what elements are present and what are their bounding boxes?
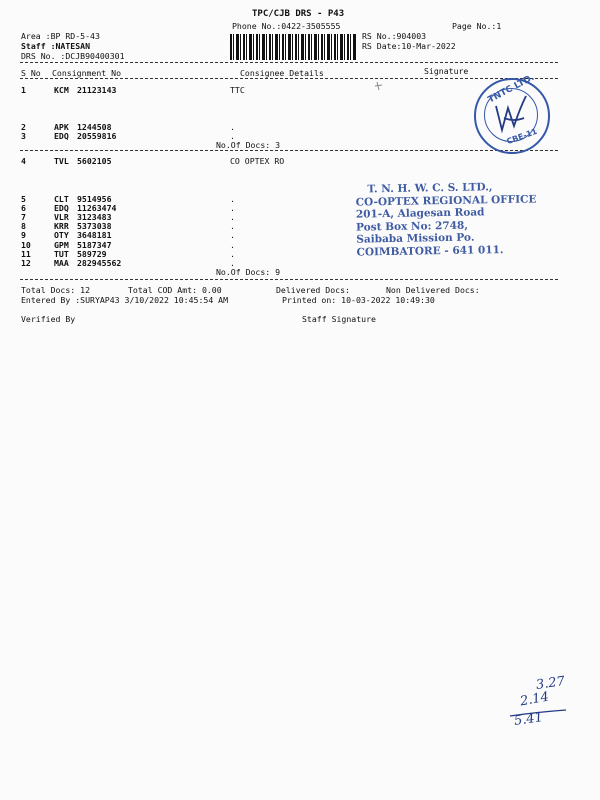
row-details: .	[230, 249, 235, 259]
row-code: EDQ	[54, 203, 69, 213]
row-sno: 10	[21, 240, 31, 250]
header-divider	[20, 62, 558, 63]
page-number: Page No.:1	[452, 21, 502, 31]
seal-line: CO-OPTEX REGIONAL OFFICE	[355, 192, 537, 209]
row-number: 5602105	[77, 156, 112, 166]
phone-number: Phone No.:0422-3505555	[232, 21, 341, 31]
total-docs: Total Docs: 12	[21, 285, 91, 295]
total-cod-amount: Total COD Amt: 0.00	[128, 285, 222, 295]
row-sno: 3	[21, 131, 26, 141]
stamp-bottom-text: CBE-11	[505, 126, 539, 147]
staff-signature-label: Staff Signature	[302, 314, 376, 324]
office-seal	[355, 180, 537, 258]
row-code: KCM	[54, 85, 69, 95]
group-doc-count: No.Of Docs: 3	[216, 140, 281, 150]
row-number: 5373038	[77, 221, 112, 231]
row-number: 3648181	[77, 230, 112, 240]
seal-line: T. N. H. W. C. S. LTD.,	[367, 181, 493, 196]
seal-line: Saibaba Mission Po.	[356, 231, 475, 246]
staff-name: Staff :NATESAN	[21, 41, 91, 51]
row-code: TUT	[54, 249, 69, 259]
row-number: 282945562	[77, 258, 122, 268]
handwritten-number: 2.14	[518, 689, 551, 710]
handwritten-number: 3.27	[535, 674, 566, 693]
row-sno: 1	[21, 85, 26, 95]
row-sno: 2	[21, 122, 26, 132]
row-number: 11263474	[77, 203, 117, 213]
row-number: 20559816	[77, 131, 117, 141]
row-details: .	[230, 230, 235, 240]
row-code: EDQ	[54, 131, 69, 141]
row-sno: 11	[21, 249, 31, 259]
row-sno: 4	[21, 156, 26, 166]
row-details: .	[230, 131, 235, 141]
row-details: .	[230, 194, 235, 204]
row-number: 589729	[77, 249, 107, 259]
row-code: VLR	[54, 212, 69, 222]
group-doc-count: No.Of Docs: 9	[216, 267, 281, 277]
non-delivered-docs: Non Delivered Docs:	[386, 285, 480, 295]
row-details: .	[230, 221, 235, 231]
seal-line: 201-A, Alagesan Road	[355, 206, 485, 221]
col-sno: S No	[21, 68, 41, 78]
row-details: .	[230, 122, 235, 132]
row-details: .	[230, 258, 235, 268]
row-code: OTY	[54, 230, 69, 240]
row-number: 9514956	[77, 194, 112, 204]
entered-by: Entered By :SURYAP43 3/10/2022 10:45:54 AM	[21, 295, 229, 305]
col-consignee: Consignee Details	[240, 68, 324, 78]
row-sno: 6	[21, 203, 26, 213]
row-details: .	[230, 203, 235, 213]
signature-scribble	[474, 78, 546, 150]
row-code: KRR	[54, 221, 69, 231]
row-sno: 8	[21, 221, 26, 231]
totals-divider	[20, 279, 558, 280]
stamp-top-text: TNTC LTD.	[486, 72, 537, 106]
barcode	[230, 34, 356, 60]
row-sno: 7	[21, 212, 26, 222]
row-number: 3123483	[77, 212, 112, 222]
company-round-stamp	[474, 72, 550, 154]
col-consignment: Consignment No	[52, 68, 122, 78]
row-number: 21123143	[77, 85, 117, 95]
area-label: Area :BP RD-5-43	[21, 31, 100, 41]
pen-mark	[372, 80, 386, 94]
row-number: 1244508	[77, 122, 112, 132]
row-details: .	[230, 240, 235, 250]
row-code: GPM	[54, 240, 69, 250]
row-sno: 12	[21, 258, 31, 268]
row-number: 5187347	[77, 240, 112, 250]
verified-by-label: Verified By	[21, 314, 76, 324]
handwritten-number: 5.41	[513, 710, 544, 729]
rs-date: RS Date:10-Mar-2022	[362, 41, 456, 51]
row-details: TTC	[230, 85, 245, 95]
printed-on: Printed on: 10-03-2022 10:49:30	[282, 295, 435, 305]
seal-line: COIMBATORE - 641 011.	[356, 243, 504, 259]
row-code: TVL	[54, 156, 69, 166]
col-signature: Signature	[424, 66, 469, 76]
row-details: .	[230, 212, 235, 222]
delivered-docs: Delivered Docs:	[276, 285, 350, 295]
row-code: MAA	[54, 258, 69, 268]
row-code: CLT	[54, 194, 69, 204]
rs-number: RS No.:904003	[362, 31, 427, 41]
group-divider	[20, 150, 558, 151]
row-code: APK	[54, 122, 69, 132]
drs-number: DRS No. :DCJB90400301	[21, 51, 125, 61]
row-sno: 9	[21, 230, 26, 240]
seal-line: Post Box No: 2748,	[356, 219, 469, 234]
document-title: TPC/CJB DRS - P43	[252, 9, 345, 19]
row-sno: 5	[21, 194, 26, 204]
row-details: CO OPTEX RO	[230, 156, 285, 166]
